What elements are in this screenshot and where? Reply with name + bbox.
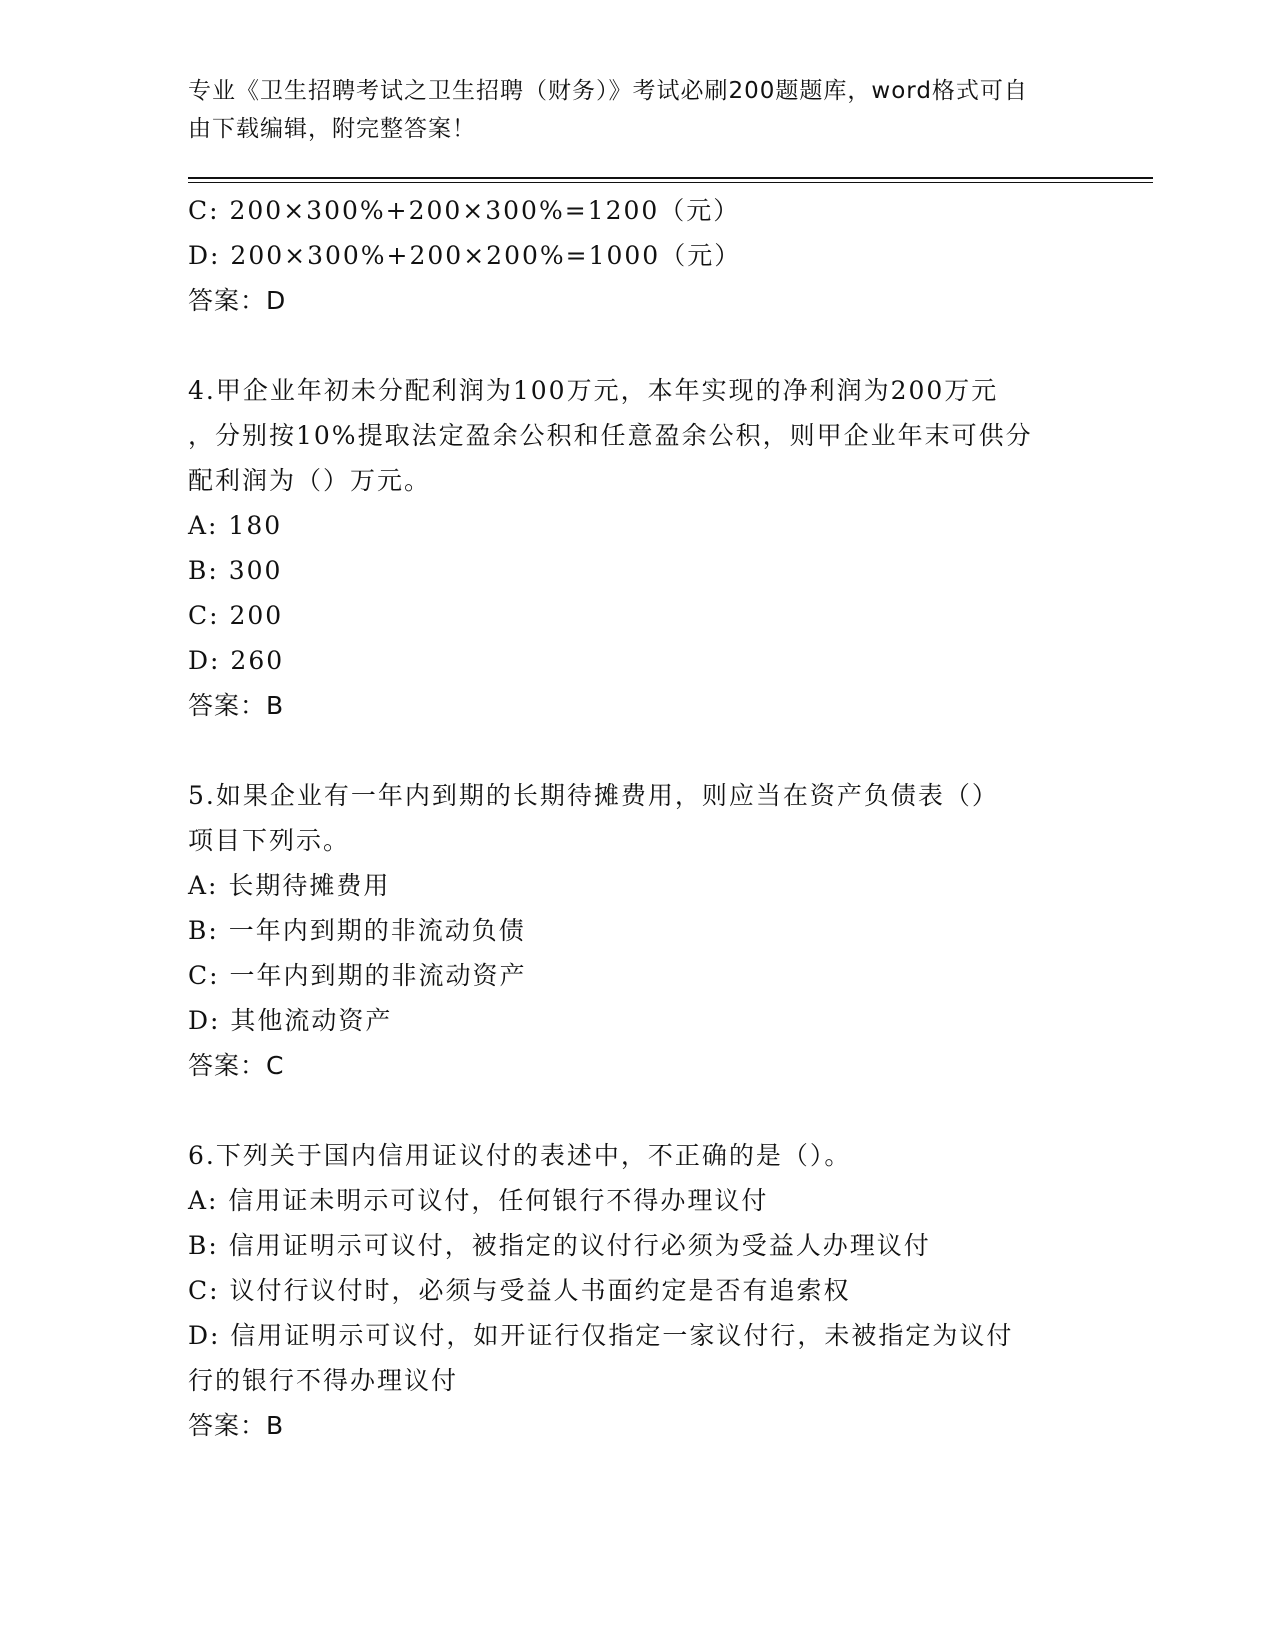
question-stem: 5.如果企业有一年内到期的长期待摊费用，则应当在资产负债表（） <box>188 781 999 810</box>
question-4 <box>188 368 1088 728</box>
header-divider-thin <box>188 182 1153 183</box>
question-6 <box>188 1133 1088 1448</box>
option-d: D: 260 <box>188 646 285 675</box>
spacer <box>188 323 1088 368</box>
spacer <box>188 728 1088 773</box>
option-a: A: 信用证未明示可议付，任何银行不得办理议付 <box>188 1186 769 1215</box>
option-c: C: 200 <box>188 601 284 630</box>
option-a: A: 180 <box>188 511 283 540</box>
option-b: B: 信用证明示可议付，被指定的议付行必须为受益人办理议付 <box>188 1231 931 1260</box>
question-list <box>188 188 1088 1448</box>
question-stem: 4.甲企业年初未分配利润为100万元，本年实现的净利润为200万元 <box>188 376 999 405</box>
answer-label: 答案：B <box>188 691 285 720</box>
option-d: D: 其他流动资产 <box>188 1006 393 1035</box>
question-stem: 6.下列关于国内信用证议付的表述中，不正确的是（）。 <box>188 1141 852 1170</box>
header-title-line-2: 由下载编辑，附完整答案！ <box>188 116 476 142</box>
question-stem: ，分别按10%提取法定盈余公积和任意盈余公积，则甲企业年末可供分 <box>188 421 1033 450</box>
option-d: D: 信用证明示可议付，如开证行仅指定一家议付行，未被指定为议付 <box>188 1321 1014 1350</box>
spacer <box>188 1088 1088 1133</box>
question-stem: 配利润为（）万元。 <box>188 466 432 495</box>
option-d: D: 200×300%+200×200%=1000（元） <box>188 241 742 270</box>
option-d-continued: 行的银行不得办理议付 <box>188 1366 459 1395</box>
question-5 <box>188 773 1088 1088</box>
question-stem: 项目下列示。 <box>188 826 351 855</box>
question-3-continued <box>188 188 1088 323</box>
answer-label: 答案：D <box>188 286 287 315</box>
header-title-line-1: 专业《卫生招聘考试之卫生招聘（财务）》考试必刷200题题库，word格式可自 <box>188 78 1028 104</box>
option-b: B: 一年内到期的非流动负债 <box>188 916 526 945</box>
option-b: B: 300 <box>188 556 283 585</box>
answer-label: 答案：C <box>188 1051 285 1080</box>
option-c: C: 200×300%+200×300%=1200（元） <box>188 196 741 225</box>
option-a: A: 长期待摊费用 <box>188 871 391 900</box>
page-header <box>188 72 1068 148</box>
header-divider-thick <box>188 177 1153 179</box>
option-c: C: 议付行议付时，必须与受益人书面约定是否有追索权 <box>188 1276 851 1305</box>
answer-label: 答案：B <box>188 1411 285 1440</box>
option-c: C: 一年内到期的非流动资产 <box>188 961 527 990</box>
